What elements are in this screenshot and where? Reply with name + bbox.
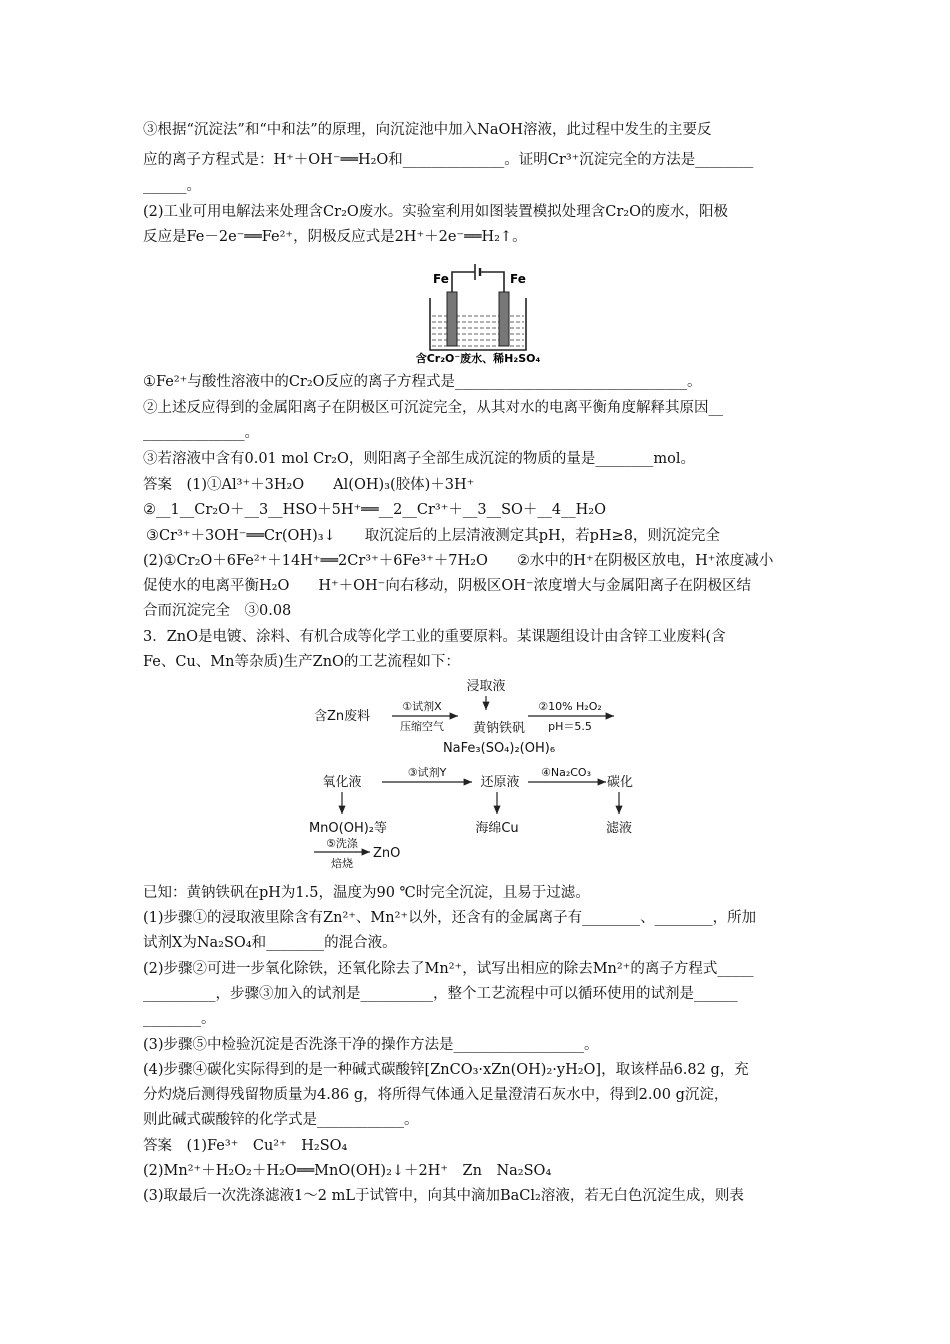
text-line: ______。 <box>143 178 201 194</box>
text-line: (1)步骤①的浸取液里除含有Zn²⁺、Mn²⁺以外，还含有的金属离子有________、________，所加 <box>143 910 757 926</box>
step3-reagent: ③试剂Y <box>407 766 447 779</box>
left-electrode-label: Fe <box>433 272 449 286</box>
answer-line: 促使水的电离平衡H₂O H⁺＋OH⁻向右移动，阴极区OH⁻浓度增大与金属阳离子在阴极区结 <box>143 578 752 594</box>
node-mno-oh: MnO(OH)₂等 <box>308 821 388 836</box>
node-carbonization: 碳化 <box>606 775 634 790</box>
node-oxidized-liquid: 氧化液 <box>322 775 362 790</box>
node-zn-waste: 含Zn废料 <box>314 709 371 724</box>
step1-air: 压缩空气 <box>400 720 444 733</box>
text-line: ③若溶液中含有0.01 mol Cr₂O，则阳离子全部生成沉淀的物质的量是________mol。 <box>143 451 695 467</box>
node-sponge-cu: 海绵Cu <box>475 821 519 836</box>
node-filtrate: 滤液 <box>605 821 633 836</box>
electrolysis-diagram <box>400 250 560 368</box>
node-leach-liquid: 浸取液 <box>466 679 506 694</box>
answer-line: 答案 (1)①Al³⁺＋3H₂O Al(OH)₃(胶体)＋3H⁺ <box>143 477 475 493</box>
text-line: Fe、Cu、Mn等杂质)生产ZnO的工艺流程如下： <box>143 654 460 670</box>
text-line: 3．ZnO是电镀、涂料、有机合成等化学工业的重要原料。某课题组设计由含锌工业废料(含 <box>143 629 726 645</box>
step5-wash: ⑤洗涤 <box>326 837 358 850</box>
right-electrode-label: Fe <box>510 272 526 286</box>
text-line: 应的离子方程式是：H⁺＋OH⁻══H₂O和______________。证明Cr³⁺沉淀完全的方法是________ <box>143 152 754 168</box>
jarosite-formula: NaFe₃(SO₄)₂(OH)₆ <box>442 741 556 756</box>
text-line: ________。 <box>143 1011 216 1027</box>
answer-line: ③Cr³⁺＋3OH⁻══Cr(OH)₃↓ 取沉淀后的上层清液测定其pH，若pH≥8，则沉淀完全 <box>146 528 720 544</box>
text-line: ③根据“沉淀法”和“中和法”的原理，向沉淀池中加入NaOH溶液，此过程中发生的主要反 <box>143 122 712 138</box>
answer-line: ②__1__Cr₂O＋__3__HSO＋5H⁺══__2__Cr³⁺＋__3__SO＋__4__H₂O <box>143 502 606 518</box>
text-line: (3)步骤⑤中检验沉淀是否洗涤干净的操作方法是__________________。 <box>143 1037 599 1053</box>
text-line: ②上述反应得到的金属阳离子在阴极区可沉淀完全，从其对水的电离平衡角度解释其原因__ <box>143 400 723 416</box>
node-zno: ZnO <box>373 846 401 861</box>
answer-line: (2)Mn²⁺＋H₂O₂＋H₂O══MnO(OH)₂↓＋2H⁺ Zn Na₂SO₄ <box>143 1163 552 1179</box>
step4-reagent: ④Na₂CO₃ <box>541 766 591 779</box>
text-line: (2)步骤②可进一步氧化除铁，还氧化除去了Mn²⁺，试写出相应的除去Mn²⁺的离子方程式_____ <box>143 961 754 977</box>
text-line: ①Fe²⁺与酸性溶液中的Cr₂O反应的离子方程式是________________________________。 <box>143 374 702 390</box>
answer-line: (2)①Cr₂O＋6Fe²⁺＋14H⁺══2Cr³⁺＋6Fe³⁺＋7H₂O ②水中的H⁺在阴极区放电，H⁺浓度减小 <box>143 553 774 569</box>
process-flow-diagram <box>300 672 660 872</box>
text-line: 则此碱式碳酸锌的化学式是____________。 <box>143 1112 419 1128</box>
text-line: (4)步骤④碳化实际得到的是一种碱式碳酸锌[ZnCO₃·xZn(OH)₂·yH₂O]，取该样品6.82 g，充 <box>143 1062 749 1078</box>
step2-ph: pH＝5.5 <box>548 720 592 733</box>
text-line: (2)工业可用电解法来处理含Cr₂O废水。实验室利用如图装置模拟处理含Cr₂O的废水，阳极 <box>143 204 728 220</box>
text-line: ______________。 <box>143 425 259 441</box>
text-line: __________，步骤③加入的试剂是__________，整个工艺流程中可以循环使用的试剂是______ <box>143 986 738 1002</box>
figure-caption: 含Cr₂O⁻废水、稀H₂SO₄ <box>415 352 541 365</box>
text-line: 反应是Fe－2e⁻══Fe²⁺，阴极反应式是2H⁺＋2e⁻══H₂↑。 <box>143 229 527 245</box>
answer-line: 答案 (1)Fe³⁺ Cu²⁺ H₂SO₄ <box>143 1138 348 1154</box>
step2-reagent: ②10% H₂O₂ <box>538 700 602 713</box>
text-line: 分灼烧后测得残留物质量为4.86 g，将所得气体通入足量澄清石灰水中，得到2.00 g沉淀， <box>143 1087 729 1103</box>
text-line: 已知：黄钠铁矾在pH为1.5，温度为90 ℃时完全沉淀，且易于过滤。 <box>143 885 590 901</box>
node-reduced-liquid: 还原液 <box>480 775 520 790</box>
node-jarosite: 黄钠铁矾 <box>472 721 526 736</box>
answer-line: 合而沉淀完全 ③0.08 <box>143 603 292 619</box>
text-line: 试剂X为Na₂SO₄和________的混合液。 <box>143 935 397 951</box>
step1-reagent: ①试剂X <box>402 700 442 713</box>
step5-roast: 焙烧 <box>331 857 353 870</box>
answer-line: (3)取最后一次洗涤滤液1～2 mL于试管中，向其中滴加BaCl₂溶液，若无白色沉淀生成，则表 <box>143 1188 744 1204</box>
